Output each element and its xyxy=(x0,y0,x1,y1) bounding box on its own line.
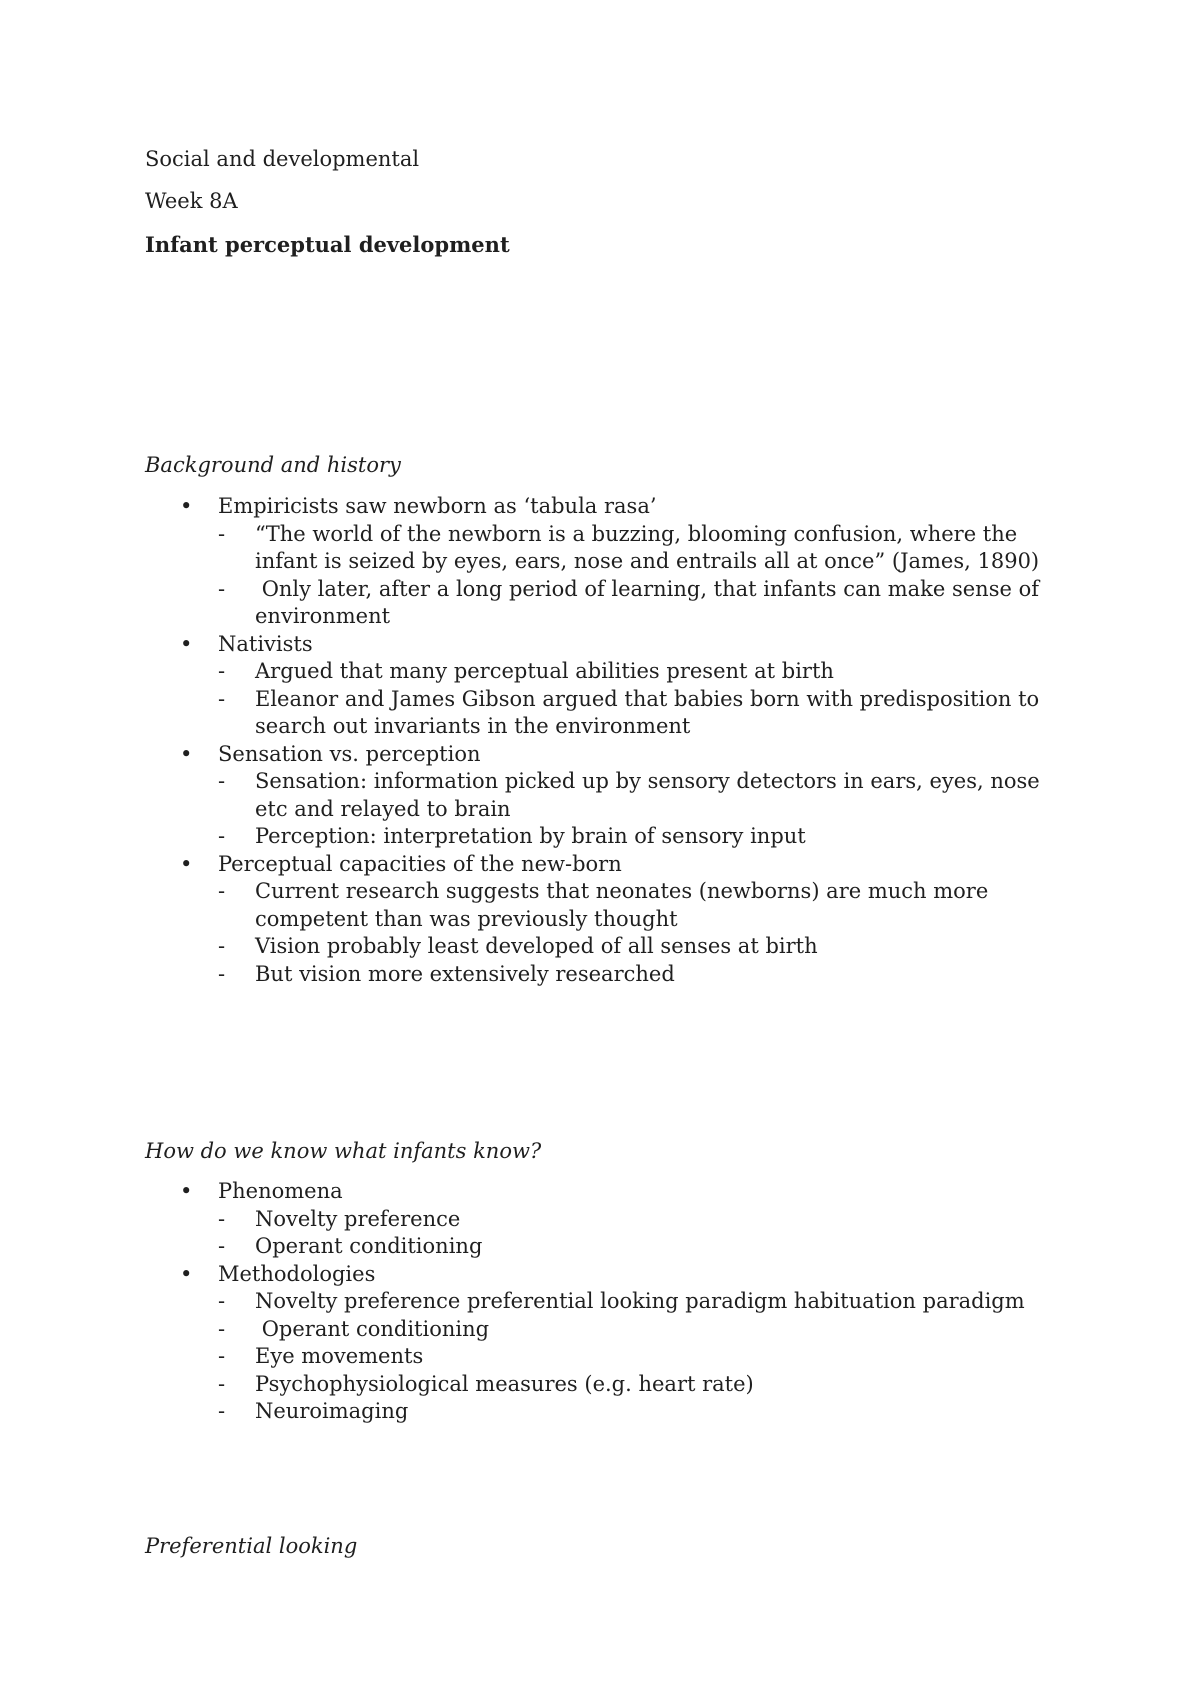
sub-list xyxy=(218,1288,1075,1426)
sub-list-item xyxy=(218,686,1075,741)
page-title: Infant perceptual development xyxy=(145,232,510,257)
sub-list-item xyxy=(218,1398,1075,1426)
sub-list-item xyxy=(218,1316,1075,1344)
sub-item-text: “The world of the newborn is a buzzing, blooming confusion, where the infant is seized by eyes, ears, nose and entrails all at once” (James, 1890) xyxy=(255,521,1040,573)
bullet-icon: • xyxy=(180,494,193,518)
sub-list-item xyxy=(218,1288,1075,1316)
sub-item-text: Vision probably least developed of all senses at birth xyxy=(255,934,818,958)
dash-icon: - xyxy=(218,659,226,683)
sub-item-text: Neuroimaging xyxy=(255,1399,409,1423)
dash-icon: - xyxy=(218,1206,226,1231)
sub-list xyxy=(218,521,1075,631)
section-heading-preferential-looking: Preferential looking xyxy=(145,1534,358,1558)
sub-list-item xyxy=(218,878,1075,933)
dash-icon: - xyxy=(218,1234,226,1258)
sub-list xyxy=(218,768,1075,851)
section-heading-methods: How do we know what infants know? xyxy=(145,1139,542,1163)
bullet-icon: • xyxy=(180,851,193,876)
sub-list xyxy=(218,658,1075,741)
sub-list-item xyxy=(218,1206,1075,1234)
sub-list-item xyxy=(218,1233,1075,1261)
dash-icon: - xyxy=(218,934,226,958)
sub-list-item xyxy=(218,658,1075,686)
dash-icon: - xyxy=(218,1289,226,1313)
sub-item-text: Operant conditioning xyxy=(255,1234,483,1258)
sub-item-text: Psychophysiological measures (e.g. heart rate) xyxy=(255,1371,754,1396)
sub-list-item xyxy=(218,961,1075,989)
sub-list-item xyxy=(218,576,1075,631)
dash-icon: - xyxy=(218,521,226,546)
dash-icon: - xyxy=(218,686,226,711)
sub-list-item xyxy=(218,768,1075,823)
sub-list xyxy=(218,1206,1075,1261)
dash-icon: - xyxy=(218,879,226,903)
dash-icon: - xyxy=(218,1316,226,1341)
sub-item-text: Argued that many perceptual abilities present at birth xyxy=(255,659,834,683)
bullet-text: Methodologies xyxy=(218,1261,376,1286)
list-item xyxy=(0,741,1075,851)
sub-item-text: Perception: interpretation by brain of sensory input xyxy=(255,824,806,848)
sub-item-text: Current research suggests that neonates (newborns) are much more competent than was previously thought xyxy=(255,879,989,931)
course-name: Social and developmental xyxy=(145,147,420,171)
bullet-icon: • xyxy=(180,741,193,766)
bullet-text: Sensation vs. perception xyxy=(218,741,481,766)
dash-icon: - xyxy=(218,576,226,601)
sub-list-item xyxy=(218,521,1075,576)
week-label: Week 8A xyxy=(145,189,238,213)
sub-list-item xyxy=(218,823,1075,851)
dash-icon: - xyxy=(218,1371,226,1396)
list-item xyxy=(0,1178,1075,1261)
bullet-icon: • xyxy=(180,1261,193,1286)
sub-item-text: Eye movements xyxy=(255,1344,424,1368)
sub-item-text: Novelty preference preferential looking paradigm habituation paradigm xyxy=(255,1289,1025,1313)
bullet-list-background xyxy=(0,493,1075,988)
dash-icon: - xyxy=(218,769,226,793)
dash-icon: - xyxy=(218,1399,226,1423)
bullet-text: Nativists xyxy=(218,631,313,656)
sub-item-text: But vision more extensively researched xyxy=(255,961,675,986)
bullet-icon: • xyxy=(180,1179,193,1203)
dash-icon: - xyxy=(218,961,226,986)
dash-icon: - xyxy=(218,1344,226,1368)
sub-list xyxy=(218,878,1075,988)
bullet-list-methods xyxy=(0,1178,1075,1426)
sub-item-text: Sensation: information picked up by sensory detectors in ears, eyes, nose etc and relayed to brain xyxy=(255,769,1040,821)
sub-list-item xyxy=(218,933,1075,961)
sub-item-text: Operant conditioning xyxy=(255,1316,490,1341)
section-heading-background: Background and history xyxy=(145,453,401,477)
sub-item-text: Only later, after a long period of learning, that infants can make sense of environment xyxy=(255,576,1046,628)
bullet-icon: • xyxy=(180,631,193,656)
list-item xyxy=(0,631,1075,741)
sub-list-item xyxy=(218,1343,1075,1371)
sub-item-text: Novelty preference xyxy=(255,1206,461,1231)
list-item xyxy=(0,1261,1075,1426)
bullet-text: Phenomena xyxy=(218,1179,343,1203)
list-item xyxy=(0,851,1075,989)
bullet-text: Empiricists saw newborn as ‘tabula rasa’ xyxy=(218,494,657,518)
sub-list-item xyxy=(218,1371,1075,1399)
dash-icon: - xyxy=(218,824,226,848)
bullet-text: Perceptual capacities of the new-born xyxy=(218,851,622,876)
sub-item-text: Eleanor and James Gibson argued that babies born with predisposition to search out invariants in the environment xyxy=(255,686,1040,738)
list-item xyxy=(0,493,1075,631)
